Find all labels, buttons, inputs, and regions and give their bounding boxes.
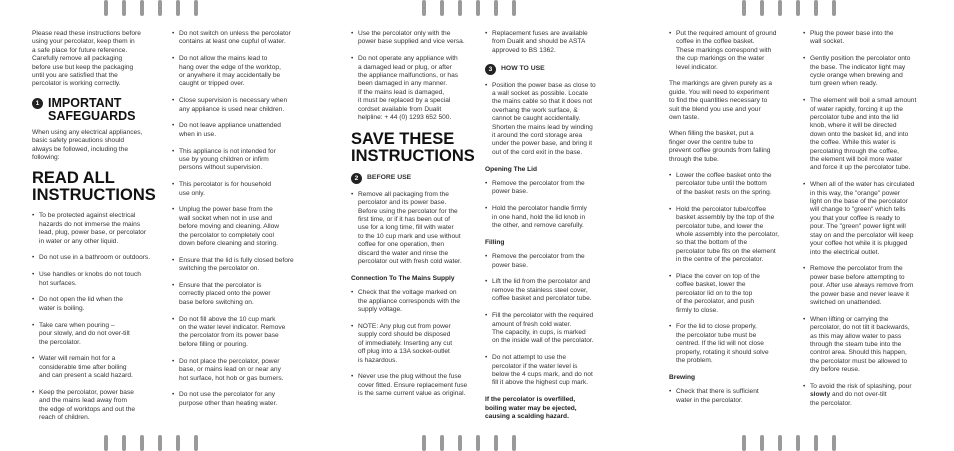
how-to-use-list <box>485 82 613 158</box>
list-item: • Do not fill above the 10 cup mark on the water level indicator. Remove the percolator from its power base before filling or pouring. <box>172 316 308 350</box>
list-item: • Gently position the percolator onto the base. The indicator light may cycle orange when brewing and turn green when ready. <box>803 55 931 89</box>
splash-text-bold: slowly <box>810 391 831 399</box>
list-item: • Remove the percolator from the power base. <box>485 253 613 270</box>
read-all-instructions-heading: READ ALL INSTRUCTIONS <box>32 169 156 205</box>
list-item: • Hold the percolator handle firmly in one hand, hold the lid knob in the other, and remove carefully. <box>485 205 613 230</box>
list-item: • Lower the coffee basket onto the percolator tube until the bottom of the basket rests on the spring. <box>669 172 795 197</box>
column-4 <box>485 30 613 421</box>
column-6 <box>803 30 931 417</box>
list-item: • Do not allow the mains lead to hang over the edge of the worktop, or anywhere it may accidentally be caught or tripped over. <box>172 55 308 89</box>
list-item: • Check that there is sufficient water in the percolator. <box>669 388 795 405</box>
list-item: • Lift the lid from the percolator and remove the stainless steel cover, coffee basket and percolator tube. <box>485 278 613 303</box>
list-item: • Ensure that the percolator is correctly placed onto the power base before switching on. <box>172 282 308 307</box>
list-item: • Never use the plug without the fuse cover fitted. Ensure replacement fuse is the same current value as original. <box>351 373 477 398</box>
mains-connection-heading: Connection To The Mains Supply <box>351 274 455 282</box>
list-item: • Do not leave appliance unattended when in use. <box>172 122 308 139</box>
list-item: • Remove the percolator from the power base before attempting to pour. After use always remove from the power base and never leave it switched on unattended. <box>803 265 931 307</box>
splash-text-after: and do not over-tilt the percolator. <box>810 391 887 407</box>
important-safeguards-heading <box>32 97 162 123</box>
column-5 <box>669 30 795 413</box>
basket-note: When filling the basket, put a finger over the centre tube to prevent coffee grounds from falling through the tube. <box>669 130 771 163</box>
list-item: • Hold the percolator tube/coffee basket assembly by the top of the percolator tube, and lower the whole assembly into the percolator, so that the bottom of the percolator tube fits on the element in the centre of the percolator. <box>669 206 795 265</box>
safety-list-continued <box>172 30 308 408</box>
list-item: • Fill the percolator with the required amount of fresh cold water. The capacity, in cups, is marked on the inside wall of the percolator. <box>485 312 613 346</box>
coffee-list <box>669 30 795 72</box>
list-item: • Put the required amount of ground coffee in the coffee basket. These markings correspond with the cup markings on the water level indicator. <box>669 30 795 72</box>
filling-heading: Filling <box>485 238 505 246</box>
list-item: • Ensure that the lid is fully closed before switching the percolator on. <box>172 257 308 274</box>
list-item: • Do not use in a bathroom or outdoors. <box>32 254 162 262</box>
section-title: IMPORTANT SAFEGUARDS <box>48 95 136 123</box>
fuse-list <box>485 30 613 55</box>
safety-list <box>32 212 162 422</box>
binding-rings-top-left <box>104 0 198 16</box>
list-item: • Close supervision is necessary when any appliance is used near children. <box>172 97 308 114</box>
list-item: • Use the percolator only with the power base supplied and vice versa. <box>351 30 477 47</box>
list-item: • Do not operate any appliance with a damaged lead or plug, or after the appliance malfunctions, or has been damaged in any manner. If the mains lead is damaged, it must be replaced by a special cordset available from Dualit helpline: + 44 (0) 1293 652 500. <box>351 55 477 122</box>
list-item: • NOTE: Any plug cut from power supply cord should be disposed of immediately. Inserting any cut off plug into a 13A socket-outlet is hazardous. <box>351 323 477 365</box>
filling-list <box>485 253 613 387</box>
list-item <box>803 383 931 408</box>
mains-connection-list <box>351 289 477 398</box>
overfill-warning: If the percolator is overfilled, boiling water may be ejected, causing a scalding hazard. <box>485 396 577 420</box>
list-item: • Remove all packaging from the percolator and its power base. Before using the percolator for the first time, or if it has been out of use for a long time, fill with water to the 10 cup mark and use without coffee for one operation, then discard the water and rinse the percolator out with fresh cold water. <box>351 191 477 267</box>
before-use-list <box>351 191 477 267</box>
brewing-steps-list <box>803 30 931 408</box>
before-use-heading <box>351 173 477 184</box>
list-item: • Water will remain hot for a considerable time after boiling and can present a scald hazard. <box>32 355 162 380</box>
list-item: • Keep the percolator, power base and the mains lead away from the edge of worktops and out the reach of children. <box>32 389 162 423</box>
assembly-list <box>669 172 795 365</box>
section-number-badge: 1 <box>32 98 43 109</box>
save-instructions-heading: SAVE THESE INSTRUCTIONS <box>351 129 475 165</box>
list-item: • Do not open the lid when the water is boiling. <box>32 296 162 313</box>
section-number-badge: 2 <box>351 173 362 184</box>
list-item: • When all of the water has circulated in this way, the "orange" power light on the base of the percolator will change to "green" which tells you that your coffee is ready to pour. The "green" power light will stay on and the percolator will keep your coffee hot while it is plugged into the electrical outlet. <box>803 181 931 257</box>
list-item: • Use handles or knobs do not touch hot surfaces. <box>32 271 162 288</box>
list-item: • Do not attempt to use the percolator if the water level is below the 4 cups mark, and do not fill it above the highest cup mark. <box>485 354 613 388</box>
list-item: • Check that the voltage marked on the appliance corresponds with the supply voltage. <box>351 289 477 314</box>
how-to-use-heading <box>485 64 613 75</box>
section-title: BEFORE USE <box>367 174 412 182</box>
list-item: • When lifting or carrying the percolator, do not tilt it backwards, as this may allow water to pass through the steam tube into the control area. Should this happen, the percolator must be allowed to dry before reuse. <box>803 316 931 375</box>
markings-note: The markings are given purely as a guide. You will need to experiment to find the quantities necessary to suit the blend you use and your own taste. <box>669 80 772 122</box>
brewing-heading: Brewing <box>669 373 696 381</box>
list-item: • This appliance is not intended for use by young children or infirm persons without supervision. <box>172 148 308 173</box>
section-number-badge: 3 <box>485 64 496 75</box>
list-item: • Replacement fuses are available from Dualit and should be ASTA approved to BS 1362. <box>485 30 613 55</box>
list-item: • Plug the power base into the wall socket. <box>803 30 931 47</box>
brewing-list <box>669 388 795 405</box>
list-item: • Unplug the power base from the wall socket when not in use and before moving and cleaning. Allow the percolator to completely cool down before cleaning and storing. <box>172 206 308 248</box>
column-2 <box>172 30 308 417</box>
appliance-list <box>351 30 477 122</box>
list-item: • This percolator is for household use only. <box>172 181 308 198</box>
list-item: • The element will boil a small amount of water rapidly, forcing it up the percolator tube and into the lid knob, where it will be directed down onto the basket lid, and into the coffee. While this water is percolating through the coffee, the element will boil more water and force it up the percolator tube. <box>803 97 931 173</box>
binding-rings-bottom-center <box>422 435 516 451</box>
opening-lid-list <box>485 180 613 230</box>
binding-rings-top-center <box>422 0 516 16</box>
list-item: • To be protected against electrical hazards do not immerse the mains lead, plug, power base, or percolator in water or any other liquid. <box>32 212 162 246</box>
binding-rings-top-right <box>742 0 836 16</box>
list-item: • For the lid to close properly, the percolator tube must be centred. If the lid will not close properly, rotating it should solve the problem. <box>669 323 795 365</box>
list-item: • Do not use the percolator for any purpose other than heating water. <box>172 391 308 408</box>
binding-rings-bottom-left <box>104 435 198 451</box>
safeguards-intro: When using any electrical appliances, basic safety precautions should always be followed, including the following: <box>32 128 143 162</box>
opening-lid-heading: Opening The Lid <box>485 165 538 173</box>
column-3 <box>351 30 477 407</box>
column-1 <box>32 30 162 431</box>
list-item: • Do not place the percolator, power base, or mains lead on or near any hot surface, hot hob or gas burners. <box>172 358 308 383</box>
splash-text-before: To avoid the risk of splashing, pour <box>810 382 912 390</box>
binding-rings-bottom-right <box>742 435 836 451</box>
list-item: • Take care when pouring – pour slowly, and do not over-tilt the percolator. <box>32 322 162 347</box>
intro-text: Please read these instructions before using your percolator, keep them in a safe place for future reference. Carefully remove all packaging before use but keep the packaging until you are satisfied that the percolator is working correctly. <box>32 30 141 88</box>
section-title: HOW TO USE <box>501 64 545 72</box>
list-item: • Do not switch on unless the percolator contains at least one cupful of water. <box>172 30 308 47</box>
list-item: • Position the power base as close to a wall socket as possible. Locate the mains cable so that it does not overhang the work surface, & cannot be caught accidentally. Shorten the mains lead by winding it around the cord storage area under the power base, and bring it out of the cord exit in the base. <box>485 82 613 158</box>
list-item: • Place the cover on top of the coffee basket, lower the percolator lid on to the top of the percolator, and push firmly to close. <box>669 273 795 315</box>
list-item: • Remove the percolator from the power base. <box>485 180 613 197</box>
